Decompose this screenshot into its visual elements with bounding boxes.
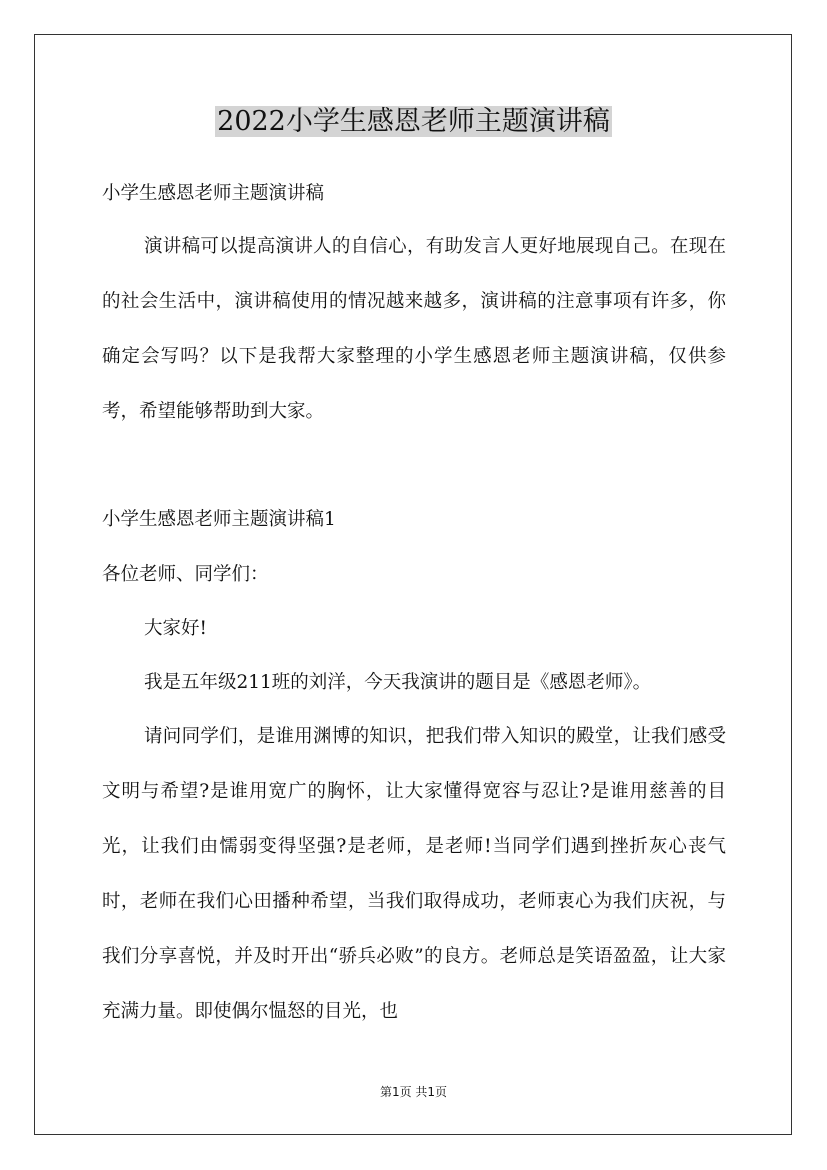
document-subtitle: 小学生感恩老师主题演讲稿 xyxy=(102,183,325,204)
section-heading: 小学生感恩老师主题演讲稿1 xyxy=(102,509,336,530)
intro-paragraph: 演讲稿可以提高演讲人的自信心，有助发言人更好地展现自己。在现在的社会生活中，演讲稿使用的情况越来越多，演讲稿的注意事项有许多，你确定会写吗？以下是我帮大家整理的小学生感恩老师主题演讲稿，仅供参考，希望能够帮助到大家。 xyxy=(102,236,726,422)
page-indicator: 第1页 共1页 xyxy=(379,1085,448,1099)
document-title xyxy=(0,100,827,144)
self-intro-paragraph: 我是五年级211班的刘洋，今天我演讲的题目是《感恩老师》。 xyxy=(144,672,652,693)
body-paragraph: 请问同学们，是谁用渊博的知识，把我们带入知识的殿堂，让我们感受文明与希望?是谁用宽广的胸怀，让大家懂得宽容与忍让?是谁用慈善的目光，让我们由懦弱变得坚强?是老师，是老师!当同学们遇到挫折灰心丧气时，老师在我们心田播种希望，当我们取得成功，老师衷心为我们庆祝，与我们分享喜悦，并及时开出“骄兵必败”的良方。老师总是笑语盈盈，让大家充满力量。即使偶尔愠怒的目光，也 xyxy=(102,726,726,1022)
document-title-text: 2022小学生感恩老师主题演讲稿 xyxy=(217,106,610,137)
greeting: 大家好! xyxy=(144,618,207,639)
salutation: 各位老师、同学们： xyxy=(102,564,269,585)
page-footer xyxy=(0,1083,827,1101)
